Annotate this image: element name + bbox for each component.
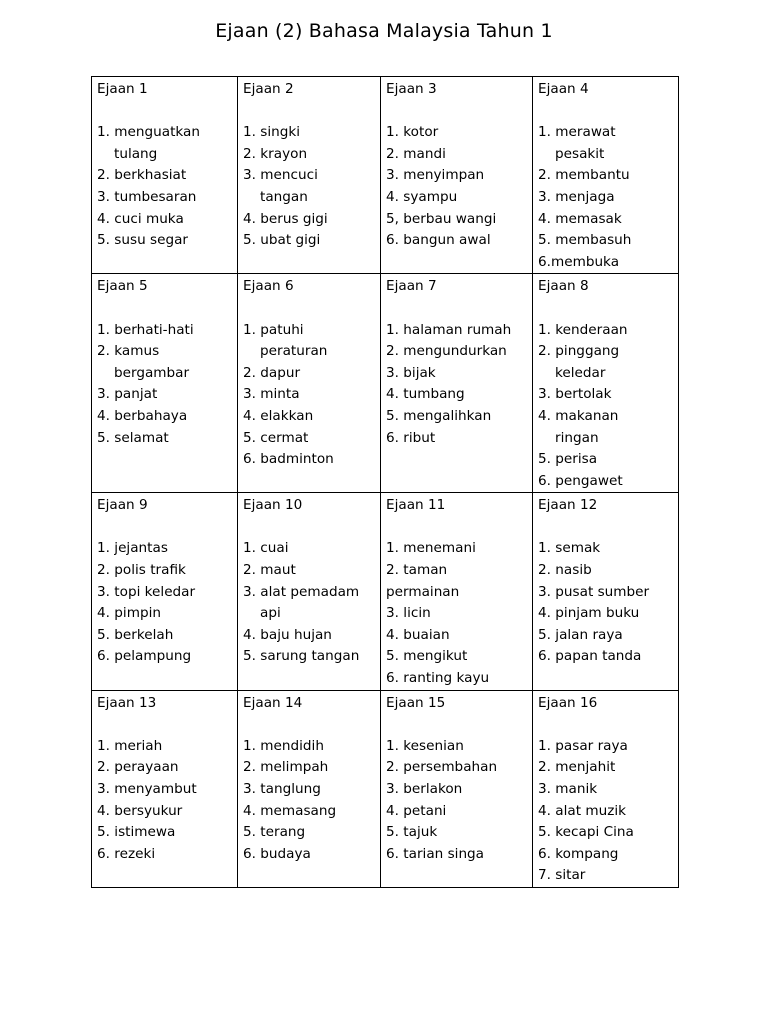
word-text: 4. baju hujan (243, 626, 332, 643)
spelling-set-heading: Ejaan 2 (243, 81, 294, 97)
spelling-set-heading: Ejaan 14 (243, 694, 303, 711)
word-item (386, 538, 532, 560)
word-item (243, 320, 380, 363)
word-item (386, 341, 532, 363)
spacer (386, 298, 532, 320)
word-text: 5. susu segar (97, 232, 189, 249)
word-text: 3. berlakon (386, 781, 463, 797)
word-list (243, 320, 380, 471)
spelling-cell (92, 493, 238, 690)
word-item (386, 209, 532, 231)
word-text: 5. ubat gigi (243, 232, 321, 249)
word-text: 6. tarian singa (386, 845, 485, 862)
spelling-cell (92, 690, 238, 887)
spelling-cell (381, 493, 533, 690)
word-text: 6. ranting kayu (386, 670, 490, 687)
word-text: 5. jalan raya (538, 626, 623, 643)
word-text: 2. dapur (243, 364, 301, 381)
word-item (243, 165, 380, 208)
word-text: 2. mandi (386, 145, 446, 162)
table-row (92, 77, 679, 274)
word-item (97, 603, 237, 625)
spelling-cell (92, 274, 238, 493)
spelling-cell (533, 493, 679, 690)
word-item (97, 822, 237, 844)
word-item (97, 406, 237, 428)
word-item (538, 230, 678, 252)
spelling-set-heading: Ejaan 1 (97, 81, 148, 97)
word-text: 3. pusat sumber (538, 583, 650, 600)
word-text: 5. perisa (538, 451, 598, 468)
word-text: 1. menguatkan (97, 124, 200, 141)
spacer (538, 298, 678, 320)
word-item (243, 625, 380, 647)
word-text: 2. melimpah (243, 759, 329, 776)
word-item (538, 449, 678, 471)
word-text: 3. bijak (386, 364, 436, 381)
word-item (538, 844, 678, 866)
word-item (538, 471, 678, 493)
word-list (538, 122, 678, 273)
word-item (97, 560, 237, 582)
word-text: 2. mengundurkan (386, 343, 507, 360)
word-item (538, 736, 678, 758)
word-text: 1. kotor (386, 124, 439, 141)
word-text: 1. patuhi (243, 321, 304, 338)
spelling-cell (238, 493, 381, 690)
word-item (243, 844, 380, 866)
spelling-set-heading: Ejaan 13 (97, 694, 157, 711)
word-text: 3. menjaga (538, 188, 615, 205)
word-item (538, 560, 678, 582)
spacer (538, 517, 678, 539)
word-item (538, 603, 678, 625)
spelling-cell-content (533, 274, 678, 492)
spacer (243, 298, 380, 320)
word-item (538, 209, 678, 231)
word-text: 6. budaya (243, 845, 311, 862)
word-list (386, 320, 532, 450)
spelling-cell (238, 77, 381, 274)
spelling-set-heading: Ejaan 10 (243, 497, 303, 514)
word-text: 6. kompang (538, 845, 619, 862)
spelling-set-heading: Ejaan 4 (538, 81, 589, 97)
word-item (386, 187, 532, 209)
table-row (92, 274, 679, 493)
word-continuation: tulang (114, 145, 158, 162)
spelling-set-heading: Ejaan 12 (538, 497, 598, 514)
word-text: 2. polis trafik (97, 562, 186, 579)
word-text: 3. minta (243, 386, 300, 403)
word-text: 4. cuci muka (97, 210, 184, 227)
word-item (243, 406, 380, 428)
word-continuation: peraturan (260, 343, 328, 360)
word-text: 3. licin (386, 605, 431, 622)
word-text: 6. papan tanda (538, 648, 642, 665)
spacer (538, 714, 678, 736)
word-list (97, 538, 237, 668)
spelling-cell-content (92, 691, 237, 866)
word-text: 6. pengawet (538, 472, 623, 489)
word-text: 4. alat muzik (538, 802, 627, 819)
word-list (386, 538, 532, 689)
word-text: 5. selamat (97, 429, 169, 446)
spacer (538, 101, 678, 123)
word-text: 5. istimewa (97, 824, 176, 841)
word-item (97, 230, 237, 252)
word-continuation: keledar (555, 364, 606, 381)
word-item (386, 779, 532, 801)
spelling-cell-content (533, 493, 678, 668)
word-list (97, 122, 237, 252)
word-item (538, 341, 678, 384)
word-item (538, 165, 678, 187)
word-text: 1. mendidih (243, 737, 324, 754)
page-title: Ejaan (2) Bahasa Malaysia Tahun 1 (215, 20, 553, 42)
word-text: 4. pinjam buku (538, 605, 640, 622)
spacer (386, 101, 532, 123)
word-item (538, 625, 678, 647)
spelling-set-heading: Ejaan 8 (538, 278, 589, 295)
word-text: 1. menemani (386, 540, 476, 557)
spelling-cell-content (381, 493, 532, 689)
word-item (97, 801, 237, 823)
word-item (538, 646, 678, 668)
spelling-set-heading: Ejaan 11 (386, 497, 446, 514)
word-item (538, 406, 678, 449)
word-item (243, 363, 380, 385)
word-list (243, 736, 380, 866)
word-item (538, 801, 678, 823)
spacer (386, 517, 532, 539)
spelling-set-heading: Ejaan 7 (386, 278, 437, 295)
word-item (386, 582, 532, 604)
word-item (538, 582, 678, 604)
spelling-cell-content (238, 77, 380, 252)
spelling-cell (533, 274, 679, 493)
word-item (538, 384, 678, 406)
word-text: 3. topi keledar (97, 583, 196, 600)
spelling-cell (381, 274, 533, 493)
word-text: 1. halaman rumah (386, 321, 512, 338)
word-item (386, 165, 532, 187)
word-text: 3. tanglung (243, 781, 321, 797)
word-item (97, 646, 237, 668)
word-item (243, 144, 380, 166)
word-text: 1. kenderaan (538, 321, 628, 338)
word-list (538, 320, 678, 493)
word-item (97, 320, 237, 342)
spelling-set-heading: Ejaan 9 (97, 497, 148, 514)
word-item (243, 209, 380, 231)
word-text: 4. buaian (386, 626, 450, 643)
word-text: 6. bangun awal (386, 232, 491, 249)
spelling-cell-content (238, 691, 380, 866)
word-text: 3. manik (538, 781, 598, 797)
word-item (97, 582, 237, 604)
word-item (538, 865, 678, 887)
word-item (97, 538, 237, 560)
spacer (243, 714, 380, 736)
word-text: 6. badminton (243, 451, 334, 468)
word-text: 3. bertolak (538, 386, 612, 403)
word-continuation: pesakit (555, 145, 605, 162)
word-item (386, 230, 532, 252)
word-text: 5. cermat (243, 429, 309, 446)
word-list (243, 538, 380, 668)
spelling-set-heading: Ejaan 15 (386, 694, 446, 711)
word-continuation: tangan (260, 188, 308, 205)
word-item (538, 320, 678, 342)
word-text: 1. semak (538, 540, 601, 557)
word-item (97, 384, 237, 406)
word-item (386, 144, 532, 166)
word-text: 1. pasar raya (538, 737, 628, 754)
word-item (243, 560, 380, 582)
word-text: 3. mencuci (243, 167, 318, 184)
word-text: 7. sitar (538, 867, 586, 884)
word-text: 2. nasib (538, 562, 592, 579)
word-text: 1. meriah (97, 737, 163, 754)
word-item (243, 757, 380, 779)
word-text: 5. berkelah (97, 626, 174, 643)
word-item (538, 757, 678, 779)
spelling-cell-content (381, 77, 532, 252)
spelling-cell-content (238, 493, 380, 668)
spelling-set-heading: Ejaan 3 (386, 81, 437, 97)
spelling-cell-content (92, 274, 237, 449)
spelling-cell (533, 77, 679, 274)
word-text: 1. kesenian (386, 737, 464, 754)
word-text: 2. kamus (97, 343, 160, 360)
word-item (97, 428, 237, 450)
word-item (538, 538, 678, 560)
word-item (538, 822, 678, 844)
table-row (92, 690, 679, 887)
word-item (243, 122, 380, 144)
word-item (386, 822, 532, 844)
word-text: 2. krayon (243, 145, 308, 162)
word-text: 5. tajuk (386, 824, 438, 841)
word-text: 2. berkhasiat (97, 167, 187, 184)
word-item (386, 757, 532, 779)
word-text: 6. rezeki (97, 845, 156, 862)
spelling-cell (381, 77, 533, 274)
word-text: 5. sarung tangan (243, 648, 360, 665)
word-text: 2. perayaan (97, 759, 179, 776)
word-item (243, 582, 380, 625)
spelling-set-heading: Ejaan 5 (97, 278, 148, 295)
word-item (243, 384, 380, 406)
word-item (243, 736, 380, 758)
spelling-set-heading: Ejaan 6 (243, 278, 294, 295)
word-text: 2. membantu (538, 167, 630, 184)
word-item (243, 538, 380, 560)
word-item (386, 406, 532, 428)
word-list (243, 122, 380, 252)
word-text: 4. memasak (538, 210, 622, 227)
word-continuation: ringan (555, 429, 599, 446)
word-item (97, 779, 237, 801)
spelling-cell (381, 690, 533, 887)
word-text: 5. mengalihkan (386, 407, 492, 424)
word-text: 2. taman (386, 562, 448, 579)
word-text: 3. alat pemadam (243, 583, 360, 600)
spacer (97, 101, 237, 123)
word-item (97, 757, 237, 779)
spelling-cell-content (381, 274, 532, 449)
spelling-cell (238, 274, 381, 493)
word-text: 4. syampu (386, 188, 458, 205)
word-text: 2. pinggang (538, 343, 620, 360)
word-item (386, 560, 532, 582)
word-text: 2. menjahit (538, 759, 616, 776)
word-item (538, 187, 678, 209)
word-item (386, 603, 532, 625)
word-text: 4. berbahaya (97, 407, 188, 424)
word-text: 4. petani (386, 802, 447, 819)
word-text: 2. maut (243, 562, 296, 579)
word-item (97, 122, 237, 165)
word-item (386, 668, 532, 690)
spacer (97, 517, 237, 539)
spelling-cell (238, 690, 381, 887)
word-text: 3. tumbesaran (97, 188, 197, 205)
spelling-cell-content (92, 77, 237, 252)
spelling-cell-content (533, 77, 678, 273)
word-item (386, 428, 532, 450)
word-text: 6.membuka (538, 253, 620, 270)
word-text: 4. memasang (243, 802, 337, 819)
word-item (386, 122, 532, 144)
word-text: 5, berbau wangi (386, 210, 497, 227)
word-item (386, 801, 532, 823)
word-text: 1. merawat (538, 124, 616, 141)
word-item (386, 384, 532, 406)
word-text: 5. terang (243, 824, 306, 841)
word-list (97, 736, 237, 866)
word-item (386, 844, 532, 866)
spacer (243, 101, 380, 123)
word-item (386, 320, 532, 342)
word-item (97, 736, 237, 758)
word-item (97, 209, 237, 231)
word-text: 5. mengikut (386, 648, 468, 665)
word-item (243, 646, 380, 668)
word-item (386, 646, 532, 668)
word-continuation: bergambar (114, 364, 190, 381)
word-item (386, 625, 532, 647)
word-item (97, 165, 237, 187)
spacer (386, 714, 532, 736)
word-text: 4. bersyukur (97, 802, 183, 819)
word-text: 1. cuai (243, 540, 289, 557)
word-text: 4. makanan (538, 407, 619, 424)
spacer (243, 517, 380, 539)
word-text: 1. singki (243, 124, 301, 141)
spelling-cell-content (238, 274, 380, 470)
word-text: 3. panjat (97, 386, 158, 403)
word-text: 4. tumbang (386, 386, 465, 403)
spelling-set-heading: Ejaan 16 (538, 694, 598, 711)
spacer (97, 298, 237, 320)
word-text: 5. kecapi Cina (538, 824, 634, 841)
word-item (97, 187, 237, 209)
word-item (386, 363, 532, 385)
spelling-cell-content (92, 493, 237, 668)
table-row (92, 493, 679, 690)
word-list (386, 122, 532, 252)
word-item (243, 822, 380, 844)
word-item (243, 449, 380, 471)
word-continuation: api (260, 605, 281, 622)
spelling-cell-content (381, 691, 532, 866)
word-text: 4. pimpin (97, 605, 161, 622)
word-text: 1. berhati-hati (97, 321, 194, 338)
word-item (538, 779, 678, 801)
word-item (243, 428, 380, 450)
word-list (97, 320, 237, 450)
spacer (97, 714, 237, 736)
spelling-cell (92, 77, 238, 274)
word-list (538, 538, 678, 668)
spelling-cell (533, 690, 679, 887)
word-text: 2. persembahan (386, 759, 498, 776)
word-text: 6. pelampung (97, 648, 192, 665)
spelling-cell-content (533, 691, 678, 887)
word-item (97, 844, 237, 866)
word-item (97, 341, 237, 384)
word-text: 4. berus gigi (243, 210, 328, 227)
word-item (97, 625, 237, 647)
spelling-table (91, 76, 679, 888)
word-text: 3. menyambut (97, 781, 197, 797)
word-text: 4. elakkan (243, 407, 314, 424)
word-text: 5. membasuh (538, 232, 632, 249)
word-item (243, 801, 380, 823)
word-list (386, 736, 532, 866)
word-item (538, 252, 678, 274)
word-text: 6. ribut (386, 429, 436, 446)
word-item (243, 779, 380, 801)
word-list (538, 736, 678, 887)
word-item (243, 230, 380, 252)
word-text: 3. menyimpan (386, 167, 485, 184)
word-item (386, 736, 532, 758)
word-item (538, 122, 678, 165)
word-text: permainan (386, 583, 460, 600)
word-text: 1. jejantas (97, 540, 168, 557)
